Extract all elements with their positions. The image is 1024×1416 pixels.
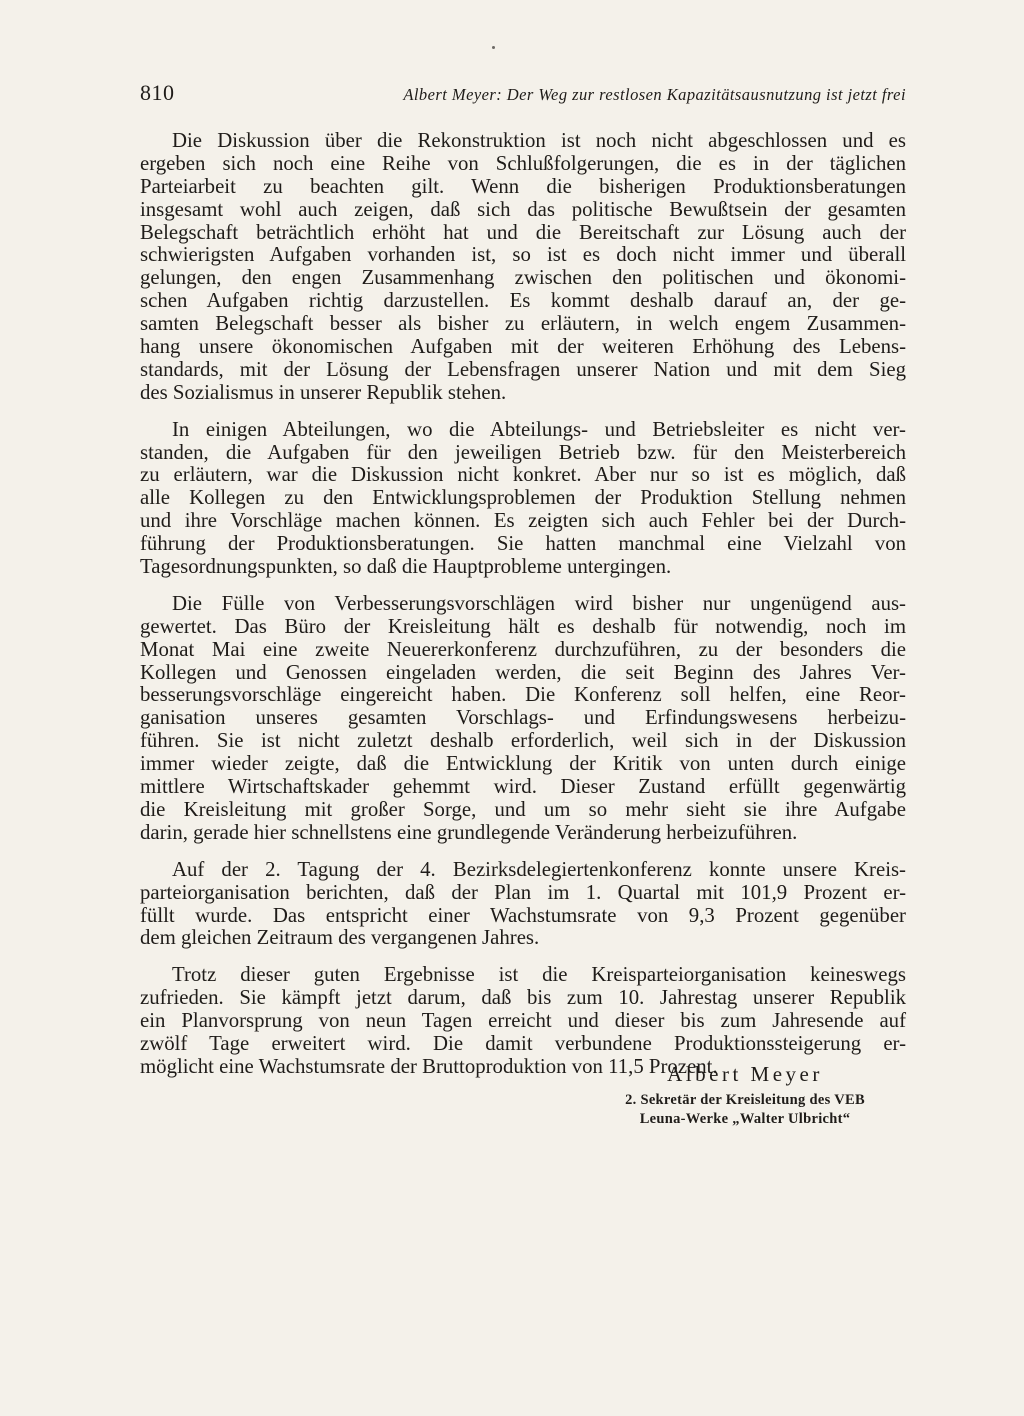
text-line: besserungsvorschläge eingereicht haben. Die Konferenz soll helfen, eine Reor- xyxy=(140,683,906,707)
author-name: Albert Meyer xyxy=(667,1062,823,1086)
text-line: zu erläutern, war die Diskussion nicht konkret. Aber nur so ist es möglich, daß xyxy=(140,463,906,487)
text-line: ein Planvorsprung von neun Tagen erreicht und dieser bis zum Jahresende auf xyxy=(140,1009,906,1033)
text-line: Belegschaft beträchtlich erhöht hat und die Bereitschaft zur Lösung auch der xyxy=(140,220,906,244)
text-line: standards, mit der Lösung der Lebensfragen unserer Nation und mit dem Sieg xyxy=(140,357,906,381)
author-role: 2. Sekretär der Kreisleitung des VEB xyxy=(625,1092,865,1108)
text-line: insgesamt wohl auch zeigen, daß sich das politische Bewußtsein der gesamten xyxy=(140,197,906,221)
text-line: hang unsere ökonomischen Aufgaben mit der weiteren Erhöhung des Lebens- xyxy=(140,335,906,359)
article-body xyxy=(140,130,906,1093)
print-speck xyxy=(492,46,495,49)
text-line: samten Belegschaft besser als bisher zu erläutern, in welch engem Zusammen- xyxy=(140,312,906,336)
text-line: mittlere Wirtschaftskader gehemmt wird. Dieser Zustand erfüllt gegenwärtig xyxy=(140,775,906,799)
text-line: führung der Produktionsberatungen. Sie hatten manchmal eine Vielzahl von xyxy=(140,532,906,556)
text-line: standen, die Aufgaben für den jeweiligen Betrieb bzw. für den Meisterbereich xyxy=(140,440,906,464)
text-line: Die Fülle von Verbesserungsvorschlägen wird bisher nur ungenügend aus- xyxy=(172,591,906,615)
text-line: dem gleichen Zeitraum des vergangenen Jahres. xyxy=(140,926,540,950)
text-line: schen Aufgaben richtig darzustellen. Es kommt deshalb darauf an, der ge- xyxy=(140,289,906,313)
paragraph xyxy=(140,419,906,579)
text-line: Parteiarbeit zu beachten gilt. Wenn die bisherigen Produktionsberatungen xyxy=(140,174,906,198)
running-head: Albert Meyer: Der Weg zur restlosen Kapazitätsausnutzung ist jetzt frei xyxy=(403,85,906,104)
text-line: gewertet. Das Büro der Kreisleitung hält es deshalb für notwendig, noch im xyxy=(140,614,906,638)
text-line: Die Diskussion über die Rekonstruktion ist noch nicht abgeschlossen und es xyxy=(172,129,906,152)
text-line: Tagesordnungspunkten, so daß die Hauptprobleme untergingen. xyxy=(140,555,672,579)
text-line: möglicht eine Wachstumsrate der Bruttoproduktion von 11,5 Prozent. xyxy=(140,1054,718,1078)
text-line: ergeben sich noch eine Reihe von Schlußfolgerungen, die es in der täglichen xyxy=(140,151,906,175)
text-line: parteiorganisation berichten, daß der Plan im 1. Quartal mit 101,9 Prozent er- xyxy=(140,880,906,904)
text-line: zufrieden. Sie kämpft jetzt darum, daß bis zum 10. Jahrestag unserer Republik xyxy=(140,986,906,1010)
text-line: schwierigsten Aufgaben vorhanden ist, so ist es doch nicht immer und überall xyxy=(140,243,906,267)
text-line: Trotz dieser guten Ergebnisse ist die Kreisparteiorganisation keineswegs xyxy=(172,963,906,987)
paragraph xyxy=(140,130,906,405)
text-line: Monat Mai eine zweite Neuererkonferenz durchzuführen, zu der besonders die xyxy=(140,637,906,661)
text-line: und ihre Vorschläge machen können. Es zeigten sich auch Fehler bei der Durch- xyxy=(140,509,906,533)
text-line: füllt wurde. Das entspricht einer Wachstumsrate von 9,3 Prozent gegenüber xyxy=(140,903,906,927)
signature-block xyxy=(590,1062,900,1129)
text-line: Kollegen und Genossen eingeladen werden, die seit Beginn des Jahres Ver- xyxy=(140,660,906,684)
text-line: darin, gerade hier schnellstens eine grundlegende Veränderung herbeizuführen. xyxy=(140,820,798,844)
text-line: zwölf Tage erweitert wird. Die damit verbundene Produktionssteigerung er- xyxy=(140,1031,906,1055)
text-line: In einigen Abteilungen, wo die Abteilungs- und Betriebsleiter es nicht ver- xyxy=(172,417,906,441)
text-line: führen. Sie ist nicht zuletzt deshalb erforderlich, weil sich in der Diskussion xyxy=(140,729,906,753)
paragraph xyxy=(140,859,906,951)
text-line: die Kreisleitung mit großer Sorge, und um so mehr sieht sie ihre Aufgabe xyxy=(140,797,906,821)
text-line: immer wieder zeigte, daß die Entwicklung der Kritik von unten durch einige xyxy=(140,752,906,776)
text-line: des Sozialismus in unserer Republik stehen. xyxy=(140,380,507,404)
page-number: 810 xyxy=(140,80,175,105)
text-line: gelungen, den engen Zusammenhang zwischen den politischen und ökonomi- xyxy=(140,266,906,290)
text-line: alle Kollegen zu den Entwicklungsproblemen der Produktion Stellung nehmen xyxy=(140,486,906,510)
text-line: Auf der 2. Tagung der 4. Bezirksdelegiertenkonferenz konnte unsere Kreis- xyxy=(172,857,906,881)
page-header xyxy=(140,80,906,104)
text-line: ganisation unseres gesamten Vorschlags- und Erfindungswesens herbeizu- xyxy=(140,706,906,730)
author-affiliation: Leuna-Werke „Walter Ulbricht“ xyxy=(639,1111,851,1127)
paragraph xyxy=(140,593,906,845)
